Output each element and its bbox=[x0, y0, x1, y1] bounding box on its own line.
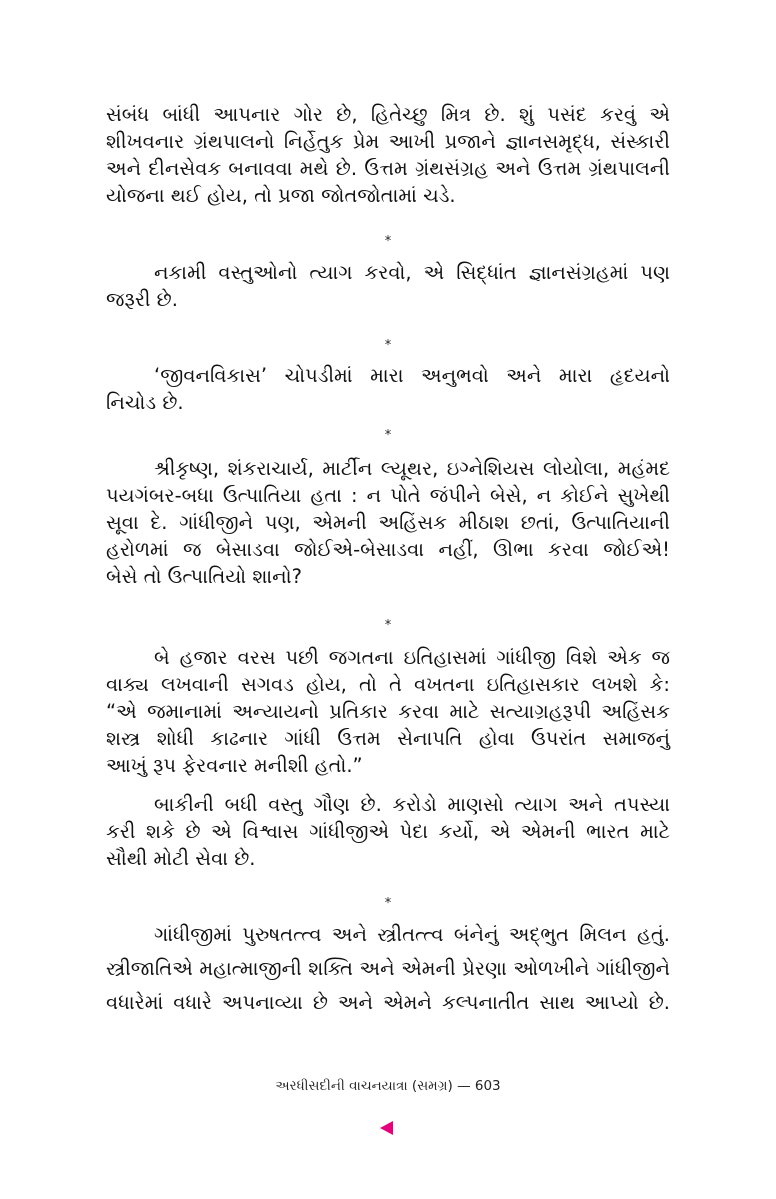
text-line: “એ જમાનામાં અન્યાયનો પ્રતિકાર કરવા માટે સત્યાગ્રહરૂપી અહિંસક bbox=[106, 700, 670, 723]
text-line: અને દીનસેવક બનાવવા મથે છે. ઉત્તમ ગ્રંથસંગ્રહ અને ઉત્તમ ગ્રંથપાલની bbox=[106, 157, 670, 180]
text-line: હરોળમાં જ બેસાડવા જોઈએ-બેસાડવા નહીં, ઊભા કરવા જોઈએ! bbox=[106, 538, 670, 561]
text-line: સૂવા દે. ગાંધીજીને પણ, એમની અહિંસક મીઠાશ છતાં, ઉત્પાતિયાની bbox=[106, 511, 670, 534]
text-line: શ્રીકૃષ્ણ, શંકરાચાર્ય, માર્ટીન લ્યૂથર, ઇગ્નેશિયસ લોયોલા, મહંમદ bbox=[154, 457, 670, 480]
left-triangle-icon[interactable] bbox=[380, 1121, 393, 1135]
text-line: નિચોડ છે. bbox=[106, 391, 184, 414]
text-line: પયગંબર-બધા ઉત્પાતિયા હતા : ન પોતે જંપીને બેસે, ન કોઈને સુખેથી bbox=[106, 484, 670, 507]
text-line: સંબંધ બાંધી આપનાર ગોર છે, હિતેચ્છુ મિત્ર છે. શું પસંદ કરવું એ bbox=[106, 103, 670, 126]
text-line: યોજના થઈ હોય, તો પ્રજા જોતજોતામાં ચડે. bbox=[106, 184, 456, 207]
text-line: આખું રૂપ ફેરવનાર મનીશી હતો.” bbox=[106, 754, 363, 777]
section-separator: * bbox=[384, 618, 392, 633]
text-line: ‘જીવનવિકાસ’ ચોપડીમાં મારા અનુભવો અને મારા હૃદયનો bbox=[154, 364, 670, 387]
text-line: બાકીની બધી વસ્તુ ગૌણ છે. કરોડો માણસો ત્યાગ અને તપસ્યા bbox=[154, 793, 670, 816]
section-separator: * bbox=[384, 896, 392, 911]
text-line: ગાંધીજીમાં પુરુષતત્ત્વ અને સ્ત્રીતત્ત્વ બંનેનું અદ્ભુત મિલન હતું. bbox=[154, 923, 670, 946]
text-line: સ્ત્રીજાતિએ મહાત્માજીની શક્તિ અને એમની પ્રેરણા ઓળખીને ગાંધીજીને bbox=[106, 957, 670, 980]
text-line: કરી શકે છે એ વિશ્વાસ ગાંધીજીએ પેદા કર્યો, એ એમની ભારત માટે bbox=[106, 820, 670, 843]
text-line: જરૂરી છે. bbox=[106, 288, 178, 311]
text-line: વાક્ય લખવાની સગવડ હોય, તો તે વખતના ઇતિહાસકાર લખશે કે: bbox=[106, 673, 670, 696]
section-separator: * bbox=[384, 338, 392, 353]
text-line: બે હજાર વરસ પછી જગતના ઇતિહાસમાં ગાંધીજી વિશે એક જ bbox=[154, 646, 670, 669]
text-line: નકામી વસ્તુઓનો ત્યાગ કરવો, એ સિદ્ધાંત જ્ઞાનસંગ્રહમાં પણ bbox=[154, 261, 670, 284]
page-footer: અરધીસદીની વાચનયાત્રા (સમગ્ર) — 603 bbox=[275, 1078, 501, 1094]
text-line: વધારેમાં વધારે અપનાવ્યા છે અને એમને કલ્પનાતીત સાથ આપ્યો છે. bbox=[106, 991, 670, 1014]
section-separator: * bbox=[384, 428, 392, 443]
section-separator: * bbox=[384, 234, 392, 249]
text-line: શસ્ત્ર શોધી કાઢનાર ગાંધી ઉત્તમ સેનાપતિ હોવા ઉપરાંત સમાજનું bbox=[106, 727, 670, 750]
text-line: શીખવનાર ગ્રંથપાલનો નિર્હેતુક પ્રેમ આખી પ્રજાને જ્ઞાનસમૃદ્ધ, સંસ્કારી bbox=[106, 130, 670, 153]
text-line: સૌથી મોટી સેવા છે. bbox=[106, 847, 256, 870]
text-line: બેસે તો ઉત્પાતિયો શાનો? bbox=[106, 565, 302, 588]
